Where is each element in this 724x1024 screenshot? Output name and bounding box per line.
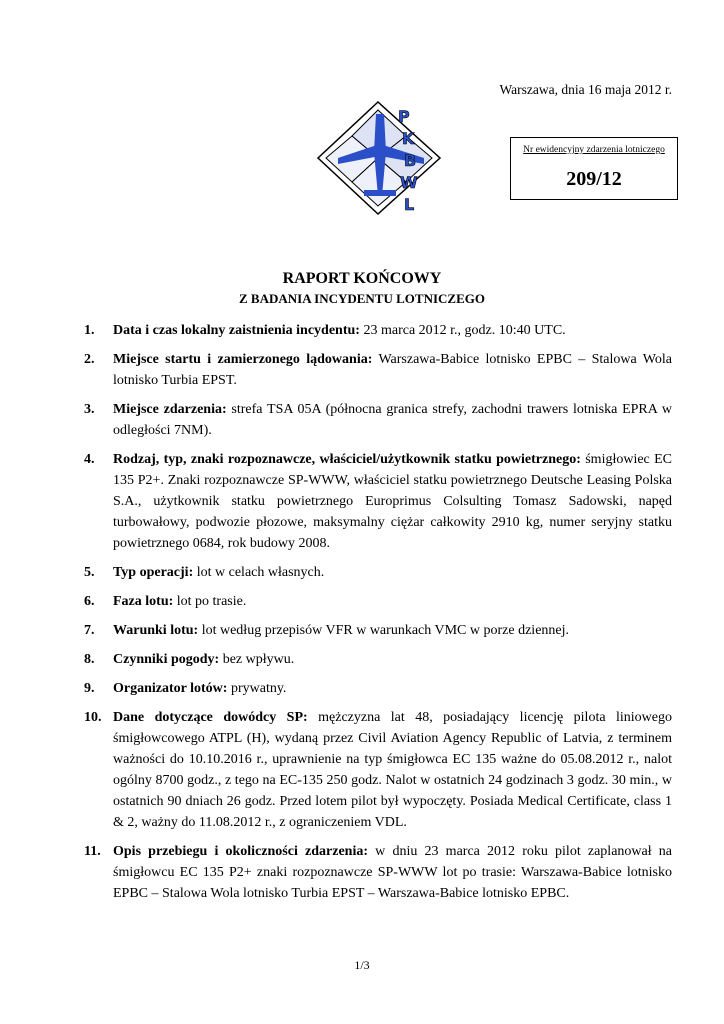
item-text: lot po trasie. [173, 594, 247, 609]
item-label: Miejsce zdarzenia: [113, 402, 227, 417]
item-label: Miejsce startu i zamierzonego lądowania: [113, 352, 373, 367]
pkbwl-logo [316, 100, 444, 216]
item-label: Opis przebiegu i okoliczności zdarzenia: [113, 844, 368, 859]
report-item [84, 707, 672, 833]
report-items [84, 320, 672, 912]
item-number: 3. [84, 402, 95, 417]
item-text: lot w celach własnych. [193, 565, 325, 580]
item-text: lot według przepisów VFR w warunkach VMC w porze dziennej. [198, 623, 570, 638]
report-title-main: RAPORT KOŃCOWY [282, 270, 442, 287]
report-item [84, 399, 672, 441]
item-label: Dane dotyczące dowódcy SP: [113, 710, 308, 725]
item-text: 23 marca 2012 r., godz. 10:40 UTC. [359, 323, 566, 338]
report-item [84, 678, 672, 699]
item-label: Data i czas lokalny zaistnienia incydentu: [113, 323, 360, 338]
item-text: Warszawa-Babice lotnisko EPBC – Stalowa Wola lotnisko Turbia EPST. [113, 352, 672, 388]
item-number: 1. [84, 323, 95, 338]
logo-letter-b: B [404, 151, 417, 170]
report-item [84, 449, 672, 554]
item-number: 11. [84, 844, 101, 859]
item-text: w dniu 23 marca 2012 roku pilot zaplanował na śmigłowcu EC 135 P2+ znaki rozpoznawcze SP-WWW lot po trasie: Warszawa-Babice lotnisko EPBC – Stalowa Wola lotnisko Turbia EPST – Warszawa-Babice lotnisko EPBC. [113, 844, 672, 901]
registration-number: 209/12 [566, 168, 622, 190]
item-label: Organizator lotów: [113, 681, 228, 696]
logo-letter-l: L [404, 195, 415, 214]
report-item [84, 591, 672, 612]
page-number: 1/3 [354, 958, 370, 972]
report-item [84, 349, 672, 391]
logo-letter-k: K [402, 129, 415, 148]
item-text: mężczyzna lat 48, posiadający licencję pilota liniowego śmigłowcowego ATPL (H), wydaną przez Civil Aviation Agency Republic of Latvia, z terminem ważności do 10.10.2016 r., uprawnienie na typ śmigłowca EC 135 ważne do 05.08.2012 r., nalot ogólny 8700 godz., z tego na EC-135 250 godz. Nalot w ostatnich 24 godzinach 3 godz. 30 min., w ostatnich 90 dniach 26 godz. Przed lotem pilot był wypoczęty. Posiada Medical Certificate, class 1 & 2, ważny do 11.08.2012 r., z ograniczeniem VDL. [113, 710, 672, 830]
item-label: Faza lotu: [113, 594, 174, 609]
item-text: strefa TSA 05A (północna granica strefy, zachodni trawers lotniska EPRA w odległości 7NM). [113, 402, 672, 438]
item-number: 5. [84, 565, 95, 580]
document-date: Warszawa, dnia 16 maja 2012 r. [499, 82, 672, 97]
report-item [84, 841, 672, 904]
item-number: 2. [84, 352, 95, 367]
registration-label: Nr ewidencyjny zdarzenia lotniczego [523, 145, 665, 155]
item-number: 9. [84, 681, 95, 696]
item-number: 6. [84, 594, 95, 609]
report-title-sub: Z BADANIA INCYDENTU LOTNICZEGO [239, 291, 485, 306]
item-text: bez wpływu. [219, 652, 295, 667]
report-item [84, 620, 672, 641]
report-title [0, 270, 724, 307]
report-item [84, 320, 672, 341]
item-number: 8. [84, 652, 95, 667]
item-number: 10. [84, 710, 102, 725]
report-item [84, 562, 672, 583]
logo-letter-w: W [400, 173, 418, 192]
registration-box [510, 137, 678, 200]
item-label: Czynniki pogody: [113, 652, 220, 667]
item-number: 4. [84, 452, 95, 467]
report-item [84, 649, 672, 670]
item-label: Warunki lotu: [113, 623, 199, 638]
item-label: Typ operacji: [113, 565, 194, 580]
logo-letter-p: P [398, 107, 410, 126]
item-label: Rodzaj, typ, znaki rozpoznawcze, właściciel/użytkownik statku powietrznego: [113, 452, 581, 467]
item-text: śmigłowiec EC 135 P2+. Znaki rozpoznawcze SP-WWW, właściciel statku powietrznego Deutsche Leasing Polska S.A., użytkownik statku powietrznego Europrimus Colsulting Tomasz Sadowski, napęd turbowałowy, podwozie płozowe, maksymalny ciężar całkowity 2910 kg, numer seryjny statku powietrznego 0684, rok budowy 2008. [113, 452, 672, 551]
item-number: 7. [84, 623, 95, 638]
item-text: prywatny. [227, 681, 287, 696]
